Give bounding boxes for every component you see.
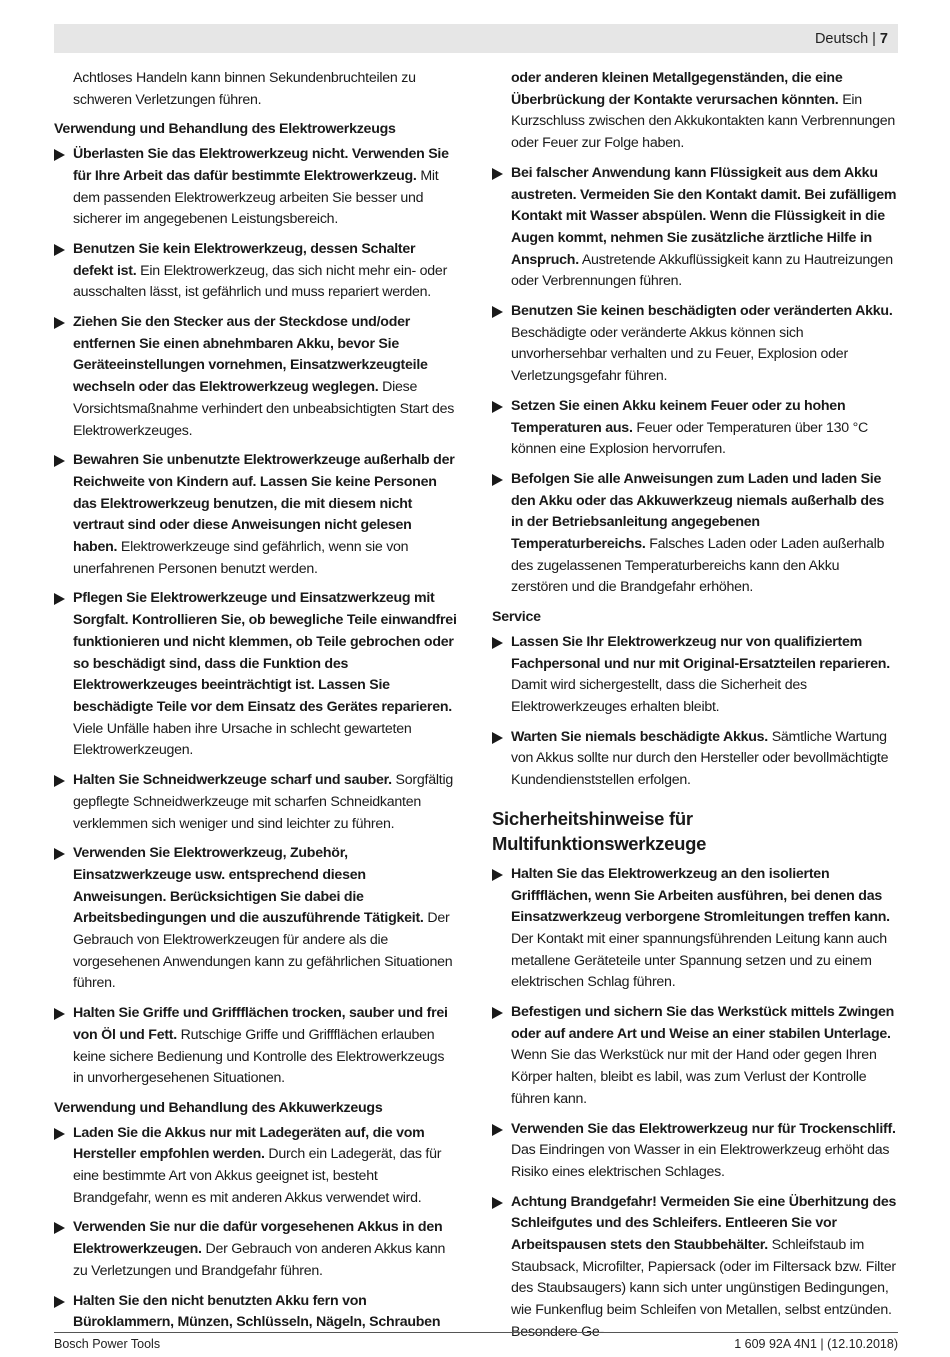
heading-service: Service: [492, 609, 541, 626]
item-text: Viele Unfälle haben ihre Ursache in schlecht gewarteten Elektrowerkzeugen.: [73, 720, 412, 759]
item-bold-text: Verwenden Sie das Elektrowerkzeug nur für Trockenschliff.: [511, 1120, 896, 1137]
item-bold-text: Befestigen und sichern Sie das Werkstück mittels Zwingen oder auf andere Art und Weise an einer stabilen Unterlage.: [511, 1004, 895, 1042]
list-item: [492, 301, 898, 388]
list-item: [492, 1119, 898, 1184]
list-elektrowerkzeug: [54, 144, 458, 1090]
item-bold-text: Lassen Sie Ihr Elektrowerkzeug nur von qualifiziertem Fachpersonal und nur mit Original-Ersatzteilen reparieren.: [511, 633, 890, 672]
list-service: [492, 632, 898, 792]
bullet-triangle-icon: [492, 401, 503, 413]
list-item: [54, 1003, 458, 1090]
footer-brand: Bosch Power Tools: [54, 1337, 161, 1351]
item-bold-text: Halten Sie das Elektrowerkzeug an den isolierten Griffflächen, wenn Sie Arbeiten ausführen, bei denen das Einsatzwerkzeug verborgene Stromleitungen treffen kann.: [511, 865, 890, 926]
list-item: [54, 1217, 458, 1282]
footer-divider: [54, 1332, 898, 1333]
list-item: [492, 396, 898, 461]
list-akkuwerkzeug: [54, 1123, 458, 1334]
item-bold-text: Befolgen Sie alle Anweisungen zum Laden und laden Sie den Akku oder das Akkuwerkzeug niemals außerhalb des in der Betriebsanleitung angegebenen Temperaturbereichs.: [511, 470, 885, 553]
item-bold-text: Laden Sie die Akkus nur mit Ladegeräten auf, die vom Hersteller empfohlen werden.: [73, 1124, 425, 1163]
bullet-triangle-icon: [492, 1197, 503, 1209]
item-text: Diese Vorsichtsmaßnahme verhindert den unbeabsichtigten Start des Elektrowerkzeuges.: [73, 379, 455, 439]
list-item: [54, 770, 458, 835]
section-title: [492, 806, 898, 856]
list-item: [54, 1123, 458, 1210]
item-text: Falsches Laden oder Laden außerhalb des zugelassenen Temperaturbereichs kann den Akku zerstören und die Brandgefahr erhöhen.: [511, 536, 885, 596]
bullet-triangle-icon: [492, 732, 503, 744]
bullet-triangle-icon: [492, 474, 503, 486]
section-title-line1: Sicherheitshinweise für: [492, 807, 693, 829]
list-item: [54, 588, 458, 762]
list-item: [492, 632, 898, 719]
page-header: [54, 24, 898, 53]
header-separator: |: [872, 30, 876, 47]
page-number: 7: [879, 30, 888, 47]
heading-elektrowerkzeug: Verwendung und Behandlung des Elektrowerkzeugs: [54, 121, 396, 138]
heading-akkuwerkzeug: Verwendung und Behandlung des Akkuwerkzeugs: [54, 1099, 383, 1116]
item-bold-text: Pflegen Sie Elektrowerkzeuge und Einsatzwerkzeug mit Sorgfalt. Kontrollieren Sie, ob bewegliche Teile einwandfrei funktionieren und nicht klemmen, ob Teile gebrochen oder so beschädigt sind, dass die Funktion des Elektrowerkzeuges beeinträchtigt ist. Lassen Sie beschädigte Teile vor dem Einsatz des Gerätes reparieren.: [73, 590, 457, 715]
item-text: Rutschige Griffe und Griffflächen erlauben keine sichere Bedienung und Kontrolle des Elektrowerkzeugs in unvorhergesehenen Situationen.: [73, 1026, 445, 1087]
item-bold-text: Bewahren Sie unbenutzte Elektrowerkzeuge außerhalb der Reichweite von Kindern auf. Lassen Sie keine Personen das Elektrowerkzeug benutzen, die mit diesem nicht vertraut sind oder diese Anweisungen nicht gelesen haben.: [73, 452, 455, 556]
item-bold-text: Achtung Brandgefahr! Vermeiden Sie eine Überhitzung des Schleifgutes und des Schleifers. Entleeren Sie vor Arbeitspausen stets den Staubbehälter.: [511, 1193, 897, 1254]
item-bold-text: Verwenden Sie Elektrowerkzeug, Zubehör, Einsatzwerkzeuge usw. entsprechend diesen Anweisungen. Berücksichtigen Sie dabei die Arbeitsbedingungen und die auszuführende Tätigkeit.: [73, 845, 424, 927]
list-item: [492, 1002, 898, 1111]
item-text: Das Eindringen von Wasser in ein Elektrowerkzeug erhöht das Risiko eines elektrischen Schlages.: [511, 1142, 890, 1180]
list-item: [492, 1192, 898, 1344]
item-text: Austretende Akkuflüssigkeit kann zu Hautreizungen oder Verbrennungen führen.: [511, 251, 893, 290]
bullet-triangle-icon: [492, 1124, 503, 1136]
item-text: Mit dem passenden Elektrowerkzeug arbeiten Sie besser und sicherer im angegebenen Leistungsbereich.: [73, 167, 439, 228]
bullet-triangle-icon: [54, 775, 65, 787]
item-bold-text: Warten Sie niemals beschädigte Akkus.: [511, 728, 768, 745]
item-text: Der Gebrauch von Elektrowerkzeugen für andere als die vorgesehenen Anwendungen kann zu gefährlichen Situationen führen.: [73, 910, 453, 992]
bullet-triangle-icon: [54, 1222, 65, 1234]
list-akku-safety: [492, 163, 898, 599]
item-text: Beschädigte oder veränderte Akkus können sich unvorhersehbar verhalten und zu Feuer, Explosion oder Verletzungsgefahr führen.: [511, 324, 848, 385]
list-item: [492, 469, 898, 599]
item-bold-text: Halten Sie Schneidwerkzeuge scharf und sauber.: [73, 772, 392, 789]
item-bold-text: Setzen Sie einen Akku keinem Feuer oder zu hohen Temperaturen aus.: [511, 397, 846, 436]
list-item: [54, 1291, 458, 1334]
item-bold-text: Halten Sie Griffe und Griffflächen trocken, sauber und frei von Öl und Fett.: [73, 1005, 448, 1043]
item-bold-text: Bei falscher Anwendung kann Flüssigkeit aus dem Akku austreten. Vermeiden Sie den Kontakt damit. Bei zufälligem Kontakt mit Wasser abspülen. Wenn die Flüssigkeit in die Augen kommt, nehmen Sie zusätzliche ärztliche Hilfe in Anspruch.: [511, 164, 897, 268]
bullet-triangle-icon: [54, 1008, 65, 1020]
intro-continuation: Achtloses Handeln kann binnen Sekundenbruchteilen zu schweren Verletzungen führen.: [73, 70, 416, 108]
item-text: Durch ein Ladegerät, das für eine bestimmte Art von Akkus geeignet ist, besteht Brandgefahr, wenn es mit anderen Akkus verwendet wird.: [73, 1146, 442, 1206]
list-item: [54, 450, 458, 580]
item-bold-text: Benutzen Sie kein Elektrowerkzeug, dessen Schalter defekt ist.: [73, 240, 416, 279]
item-bold-text: Ziehen Sie den Stecker aus der Steckdose und/oder entfernen Sie einen abnehmbaren Akku, bevor Sie Geräteeinstellungen vornehmen, Einsatzwerkzeugteile wechseln oder das Elektrowerkzeug weglegen.: [73, 314, 428, 396]
list-item: [54, 312, 458, 442]
list-multifunktion: [492, 864, 898, 1344]
bullet-triangle-icon: [54, 317, 65, 329]
section-title-line2: Multifunktionswerkzeuge: [492, 832, 707, 854]
item-text: Ein Elektrowerkzeug, das sich nicht mehr ein- oder ausschalten lässt, ist gefährlich und muss repariert werden.: [73, 262, 448, 301]
list-item: [492, 727, 898, 792]
bullet-triangle-icon: [54, 848, 65, 860]
item-continuation: [492, 68, 898, 155]
bullet-triangle-icon: [54, 244, 65, 256]
item-bold-text: Verwenden Sie nur die dafür vorgesehenen Akkus in den Elektrowerkzeugen.: [73, 1219, 443, 1258]
bullet-triangle-icon: [54, 1296, 65, 1308]
list-item: [54, 144, 458, 231]
item-text: Der Gebrauch von anderen Akkus kann zu Verletzungen und Brandgefahr führen.: [73, 1241, 446, 1279]
list-item: [54, 239, 458, 304]
item-bold-text: Halten Sie den nicht benutzten Akku fern von Büroklammern, Münzen, Schlüsseln, Nägeln, Schrauben: [73, 1292, 441, 1331]
bullet-triangle-icon: [54, 593, 65, 605]
list-item: [492, 864, 898, 994]
bullet-triangle-icon: [492, 869, 503, 881]
bullet-triangle-icon: [54, 455, 65, 467]
bullet-triangle-icon: [492, 1007, 503, 1019]
item-text: Feuer oder Temperaturen über 130 °C können eine Explosion hervorrufen.: [511, 419, 869, 458]
item-text: Elektrowerkzeuge sind gefährlich, wenn sie von unerfahrenen Personen benutzt werden.: [73, 539, 409, 577]
item-text: Der Kontakt mit einer spannungsführenden Leitung kann auch metallene Geräteteile unter Spannung setzen und zu einem elektrischen Schlag führen.: [511, 930, 887, 991]
continuation-bold: oder anderen kleinen Metallgegenständen, die eine Überbrückung der Kontakte verursachen könnten.: [511, 70, 843, 108]
list-item: [492, 163, 898, 293]
header-language: Deutsch: [814, 30, 869, 47]
item-bold-text: Überlasten Sie das Elektrowerkzeug nicht. Verwenden Sie für Ihre Arbeit das dafür bestimmte Elektrowerkzeug.: [73, 146, 449, 184]
continuation-text: Ein Kurzschluss zwischen den Akkukontakten kann Verbrennungen oder Feuer zur Folge haben.: [511, 91, 896, 152]
list-item: [54, 843, 458, 995]
bullet-triangle-icon: [492, 168, 503, 180]
bullet-triangle-icon: [54, 149, 65, 161]
bullet-triangle-icon: [54, 1128, 65, 1140]
left-column: [54, 68, 458, 1342]
bullet-triangle-icon: [492, 637, 503, 649]
item-text: Damit wird sichergestellt, dass die Sicherheit des Elektrowerkzeuges erhalten bleibt.: [511, 677, 807, 715]
item-text: Wenn Sie das Werkstück nur mit der Hand oder gegen Ihren Körper halten, bleibt es labil, was zum Verlust der Kontrolle führen kann.: [511, 1047, 877, 1107]
item-bold-text: Benutzen Sie keinen beschädigten oder veränderten Akku.: [511, 303, 893, 320]
footer-doc-id: 1 609 92A 4N1 | (12.10.2018): [734, 1337, 898, 1351]
item-text: Sorgfältig gepflegte Schneidwerkzeuge mit scharfen Schneidkanten verklemmen sich weniger und sind leichter zu führen.: [73, 772, 453, 832]
item-text: Sämtliche Wartung von Akkus sollte nur durch den Hersteller oder bevollmächtigte Kundendienststellen erfolgen.: [511, 728, 889, 789]
bullet-triangle-icon: [492, 306, 503, 318]
right-column: [492, 68, 898, 1352]
item-text: Schleifstaub im Staubsack, Microfilter, Papiersack (oder im Filtersack bzw. Filter des Staubsaugers) kann sich unter ungünstigen Bedingungen, wie Funkenflug beim Schleifen von Metallen, selbst entzünden. Besondere Ge-: [511, 1237, 896, 1340]
